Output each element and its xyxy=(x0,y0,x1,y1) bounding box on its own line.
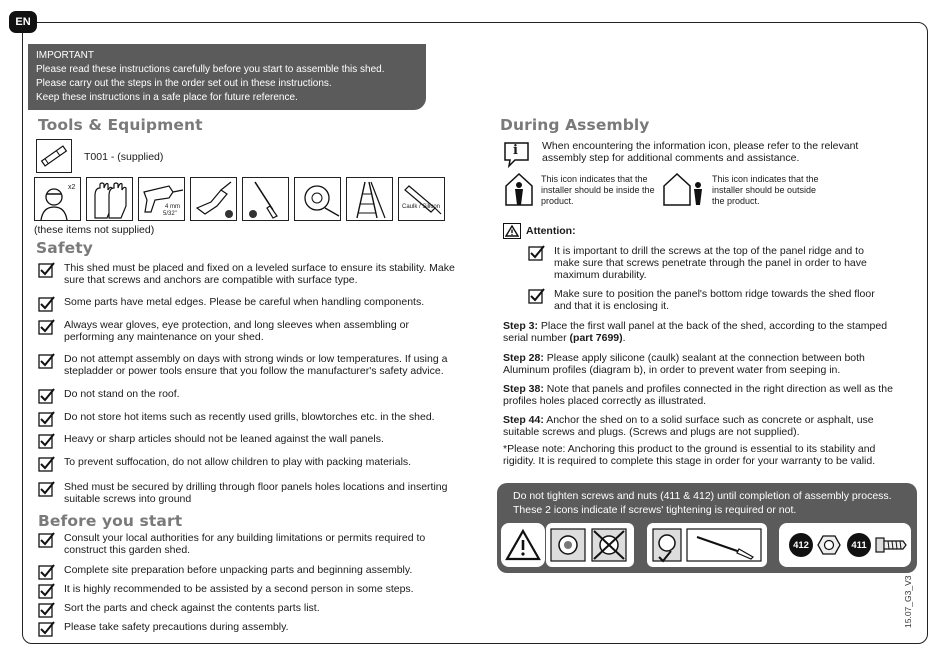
tool-t001-icon xyxy=(36,139,72,173)
safety-heading: Safety xyxy=(36,239,93,257)
screws-warning-line: Do not tighten screws and nuts (411 & 412) until completion of assembly process. xyxy=(513,490,892,502)
checkbox-checked-icon xyxy=(38,602,55,618)
step-38 xyxy=(503,383,898,407)
drill-inch-tag: 5/32" xyxy=(163,211,177,217)
two-persons-icon xyxy=(34,177,81,221)
document-code: 15.07_G3_V3 xyxy=(903,575,913,628)
screw-icon xyxy=(875,533,907,557)
nut-icon xyxy=(817,534,841,556)
before-text: Please take safety precautions during assembly. xyxy=(64,621,289,633)
list-item xyxy=(38,353,466,377)
before-text: It is highly recommended to be assisted by a second person in some steps. xyxy=(64,583,414,595)
inside-text: This icon indicates that the installer should be inside the product. xyxy=(541,174,655,206)
attention-label: Attention: xyxy=(526,225,576,237)
list-item xyxy=(38,602,458,618)
safety-text: Do not stand on the roof. xyxy=(64,388,180,400)
list-item xyxy=(38,319,438,343)
info-text: When encountering the information icon, please refer to the relevant assembly step for additional comments and assistance. xyxy=(542,140,859,164)
important-line: Please carry out the steps in the order set out in these instructions. xyxy=(36,78,332,89)
step-text: Note that panels and profiles connected in the right direction as well as the profiles holes placed correctly as illustrated. xyxy=(503,383,893,407)
warning-triangle-icon xyxy=(501,523,545,567)
step-3 xyxy=(503,320,901,344)
checkbox-checked-icon xyxy=(38,481,55,497)
checkbox-checked-icon xyxy=(38,583,55,599)
safety-text: Do not store hot items such as recently used grills, blowtorches etc. in the shed. xyxy=(64,411,435,423)
info-icon xyxy=(503,141,530,168)
tools-heading: Tools & Equipment xyxy=(38,116,203,134)
safety-text: Shed must be secured by drilling through floor panels holes locations and inserting suitable screws into ground xyxy=(64,481,448,505)
list-item xyxy=(528,288,890,312)
important-title: IMPORTANT xyxy=(36,50,94,61)
info-glyph: i xyxy=(513,143,518,158)
step-tail: . xyxy=(622,332,626,344)
part-number-icons xyxy=(779,523,911,567)
tape-measure-icon xyxy=(294,177,341,221)
step-part-ref: (part 7699) xyxy=(569,332,623,344)
during-heading: During Assembly xyxy=(500,116,650,134)
list-item xyxy=(38,564,458,580)
screws-warning-panel xyxy=(497,483,917,573)
tools-row xyxy=(34,177,445,221)
safety-text: Always wear gloves, eye protection, and long sleeves when assembling or performing any maintenance on your shed. xyxy=(64,319,409,343)
checkbox-checked-icon xyxy=(38,456,55,472)
list-item xyxy=(38,621,458,637)
part-412-badge: 412 xyxy=(789,533,813,557)
attention-text: Make sure to position the panel's bottom ridge towards the shed floor and that it is enclosing it. xyxy=(554,288,875,312)
checkbox-checked-icon xyxy=(38,388,55,404)
list-item xyxy=(38,433,463,449)
outside-installer-icon xyxy=(662,172,706,206)
inside-installer-icon xyxy=(504,172,534,206)
list-item xyxy=(38,411,463,427)
attention-text: It is important to drill the screws at the top of the panel ridge and to make sure that screws penetrate through the panel in order to have maximum durability. xyxy=(554,245,867,281)
outside-text: This icon indicates that the installer should be outside the product. xyxy=(712,174,819,206)
checkbox-checked-icon xyxy=(38,564,55,580)
step-text: Anchor the shed on to a solid surface such as concrete or asphalt, use suitable screws and plugs. (Screws and plugs are not supplied). xyxy=(503,414,874,438)
checkbox-checked-icon xyxy=(38,262,55,278)
step-text: Place the first wall panel at the back of the shed, according to the stamped serial number xyxy=(503,320,888,344)
step-label: Step 3: xyxy=(503,320,539,332)
checkbox-checked-icon xyxy=(38,532,55,548)
checkbox-checked-icon xyxy=(38,621,55,637)
before-text: Complete site preparation before unpacking parts and beginning assembly. xyxy=(64,564,413,576)
list-item xyxy=(38,296,463,312)
safety-text: Some parts have metal edges. Please be careful when handling components. xyxy=(64,296,425,308)
no-tighten-icons xyxy=(546,523,634,567)
step-label: Step 38: xyxy=(503,383,544,395)
ladder-icon xyxy=(346,177,393,221)
step-text: Please apply silicone (caulk) sealant at the connection between both Aluminum profiles (diagram b), in order to prevent water from seeping in. xyxy=(503,352,865,376)
before-text: Consult your local authorities for any building limitations or permits required to construct this garden shed. xyxy=(64,532,426,556)
before-heading: Before you start xyxy=(38,512,183,530)
list-item xyxy=(38,388,463,404)
important-line: Please read these instructions carefully before you start to assemble this shed. xyxy=(36,64,385,75)
caulk-gun-icon xyxy=(398,177,445,221)
part-411-badge: 411 xyxy=(847,533,871,557)
person-count-tag: x2 xyxy=(68,184,76,191)
important-notice xyxy=(28,44,426,110)
safety-text: This shed must be placed and fixed on a leveled surface to ensure its stability. Make sure that screws and anchors are compatible with surface type. xyxy=(64,262,455,286)
safety-text: To prevent suffocation, do not allow children to play with packing materials. xyxy=(64,456,412,468)
checkbox-checked-icon xyxy=(38,353,55,369)
not-supplied-note: (these items not supplied) xyxy=(34,224,155,236)
screws-warning-text xyxy=(513,489,892,517)
list-item xyxy=(38,456,463,472)
step-28 xyxy=(503,352,893,376)
screwdriver-icon xyxy=(242,177,289,221)
checkbox-checked-icon xyxy=(38,296,55,312)
warning-triangle-icon xyxy=(503,223,521,239)
tighten-icons xyxy=(647,523,767,567)
tool-supplied-label: T001 - (supplied) xyxy=(84,151,164,163)
list-item xyxy=(38,262,463,286)
important-line: Keep these instructions in a safe place for future reference. xyxy=(36,92,298,103)
step-label: Step 44: xyxy=(503,414,544,426)
checkbox-checked-icon xyxy=(38,433,55,449)
checkbox-checked-icon xyxy=(528,288,545,304)
drill-mm-tag: 4 mm xyxy=(165,204,180,210)
list-item xyxy=(38,583,458,599)
drill-icon xyxy=(138,177,185,221)
list-item xyxy=(38,481,468,505)
list-item xyxy=(528,245,880,281)
list-item xyxy=(38,532,453,556)
safety-text: Do not attempt assembly on days with strong winds or low temperatures. If using a stepladder or power tools ensure that you follow the manufacturer's safety advice. xyxy=(64,353,448,377)
power-screwdriver-icon xyxy=(190,177,237,221)
language-badge: EN xyxy=(9,11,37,33)
step-label: Step 28: xyxy=(503,352,544,364)
gloves-icon xyxy=(86,177,133,221)
checkbox-checked-icon xyxy=(38,319,55,335)
before-text: Sort the parts and check against the contents parts list. xyxy=(64,602,320,614)
checkbox-checked-icon xyxy=(38,411,55,427)
safety-text: Heavy or sharp articles should not be leaned against the wall panels. xyxy=(64,433,384,445)
checkbox-checked-icon xyxy=(528,245,545,261)
anchoring-note: *Please note: Anchoring this product to the ground is essential to its stability and rigidity. It is required to complete this stage in order for your warranty to be valid. xyxy=(503,443,876,467)
step-44 xyxy=(503,414,895,438)
caulk-tag: Caulk / Silicon xyxy=(402,204,441,210)
screws-warning-line: These 2 icons indicate if screws' tightening is required or not. xyxy=(513,504,797,516)
